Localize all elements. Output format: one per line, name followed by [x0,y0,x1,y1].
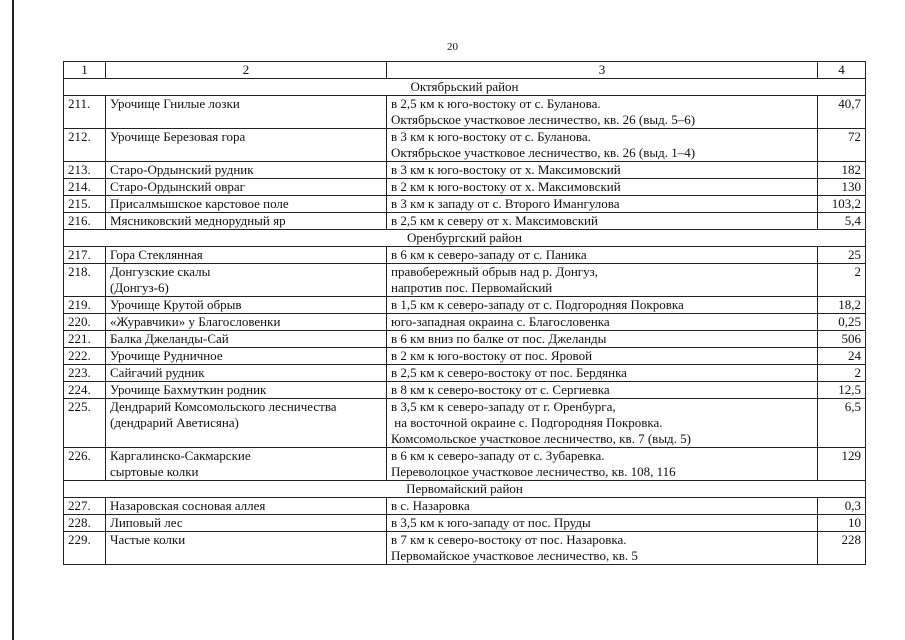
location-line: в 2,5 км к северо-востоку от пос. Бердянка [391,365,627,380]
column-header-3: 3 [387,62,818,79]
area-value: 6,5 [818,399,866,448]
page-number: 20 [447,41,458,53]
location-line: на восточной окраине с. Подгородняя Покровка. [391,415,663,430]
area-value: 12,5 [818,382,866,399]
table-row [64,162,866,179]
location-line: в 6 км к северо-западу от с. Зубаревка. [391,448,605,463]
table-row [64,314,866,331]
location-line: в 1,5 км к северо-западу от с. Подгородняя Покровка [391,297,684,312]
row-number: 218. [64,264,106,297]
location-line: в 2,5 км к юго-востоку от с. Буланова. [391,96,601,111]
location-line: в 2,5 км к северу от х. Максимовский [391,213,598,228]
location-line: правобережный обрыв над р. Донгуз, [391,264,599,279]
site-name-cell [106,179,387,196]
row-number: 212. [64,129,106,162]
area-value: 182 [818,162,866,179]
column-number-row [64,62,866,79]
site-name-cell [106,382,387,399]
table-row [64,297,866,314]
district-name: Октябрьский район [64,79,866,96]
location-cell [387,382,818,399]
site-name-line: Урочище Крутой обрыв [110,297,242,312]
site-name-cell [106,448,387,481]
location-cell [387,162,818,179]
table-row [64,129,866,162]
site-name-line: Дендрарий Комсомольского лесничества [110,399,337,414]
site-name-line: Назаровская сосновая аллея [110,498,266,513]
row-number: 216. [64,213,106,230]
table-row [64,532,866,565]
row-number: 220. [64,314,106,331]
location-cell [387,213,818,230]
location-line: в 2 км к юго-востоку от пос. Яровой [391,348,593,363]
site-name-cell [106,96,387,129]
table-row [64,179,866,196]
site-name-cell [106,247,387,264]
site-name-cell [106,213,387,230]
location-cell [387,247,818,264]
table-body [64,79,866,565]
area-value: 0,25 [818,314,866,331]
location-cell [387,515,818,532]
table-row [64,515,866,532]
table-row [64,213,866,230]
protected-sites-table [63,61,866,565]
table-row [64,331,866,348]
site-name-line: Старо-Ордынский рудник [110,162,254,177]
table-row [64,247,866,264]
table-row [64,498,866,515]
location-cell [387,348,818,365]
table-row [64,365,866,382]
location-line: Комсомольское участковое лесничество, кв. 7 (выд. 5) [391,431,691,446]
site-name-cell [106,532,387,565]
site-name-cell [106,314,387,331]
row-number: 226. [64,448,106,481]
location-line: напротив пос. Первомайский [391,280,553,295]
table-row [64,96,866,129]
location-line: Первомайское участковое лесничество, кв. 5 [391,548,638,563]
site-name-line: Балка Джеланды-Сай [110,331,229,346]
area-value: 2 [818,264,866,297]
district-header-row [64,481,866,498]
site-name-line: Каргалинско-Сакмарские [110,448,251,463]
site-name-line: Сайгачий рудник [110,365,205,380]
site-name-line: Мясниковский меднорудный яр [110,213,286,228]
location-line: в 3,5 км к юго-западу от пос. Пруды [391,515,591,530]
location-line: в 6 км вниз по балке от пос. Джеланды [391,331,607,346]
location-cell [387,297,818,314]
left-margin-rule [12,0,14,640]
table-row [64,264,866,297]
row-number: 225. [64,399,106,448]
location-line: в 6 км к северо-западу от с. Паника [391,247,587,262]
site-name-line: Урочище Бахмуткин родник [110,382,267,397]
site-name-line: «Журавчики» у Благословенки [110,314,281,329]
area-value: 0,3 [818,498,866,515]
row-number: 229. [64,532,106,565]
area-value: 24 [818,348,866,365]
site-name-cell [106,162,387,179]
area-value: 228 [818,532,866,565]
site-name-line: Присалмышское карстовое поле [110,196,289,211]
location-line: Октябрьское участковое лесничество, кв. 26 (выд. 1–4) [391,145,696,160]
column-header-2: 2 [106,62,387,79]
row-number: 228. [64,515,106,532]
table-row [64,382,866,399]
area-value: 506 [818,331,866,348]
site-name-cell [106,196,387,213]
location-cell [387,399,818,448]
district-name: Первомайский район [64,481,866,498]
area-value: 5,4 [818,213,866,230]
area-value: 40,7 [818,96,866,129]
row-number: 221. [64,331,106,348]
area-value: 129 [818,448,866,481]
site-name-cell [106,399,387,448]
row-number: 219. [64,297,106,314]
site-name-line: сыртовые колки [110,464,199,479]
site-name-cell [106,264,387,297]
site-name-line: Липовый лес [110,515,183,530]
site-name-cell [106,498,387,515]
site-name-cell [106,515,387,532]
row-number: 215. [64,196,106,213]
location-line: Октябрьское участковое лесничество, кв. 26 (выд. 5–6) [391,112,696,127]
row-number: 214. [64,179,106,196]
location-cell [387,365,818,382]
location-cell [387,314,818,331]
location-line: в 3 км к западу от с. Второго Имангулова [391,196,620,211]
location-line: в 7 км к северо-востоку от пос. Назаровка. [391,532,627,547]
location-line: Переволоцкое участковое лесничество, кв. 108, 116 [391,464,676,479]
row-number: 217. [64,247,106,264]
location-line: в 2 км к юго-востоку от х. Максимовский [391,179,621,194]
area-value: 10 [818,515,866,532]
site-name-cell [106,129,387,162]
location-cell [387,264,818,297]
area-value: 72 [818,129,866,162]
location-cell [387,179,818,196]
table-row [64,196,866,213]
district-name: Оренбургский район [64,230,866,247]
row-number: 224. [64,382,106,399]
site-name-line: (Донгуз-6) [110,280,169,295]
row-number: 213. [64,162,106,179]
location-line: в 3 км к юго-востоку от х. Максимовский [391,162,621,177]
row-number: 227. [64,498,106,515]
location-cell [387,448,818,481]
location-line: юго-западная окраина с. Благословенка [391,314,610,329]
district-header-row [64,79,866,96]
row-number: 222. [64,348,106,365]
location-cell [387,532,818,565]
location-line: в с. Назаровка [391,498,470,513]
area-value: 2 [818,365,866,382]
site-name-cell [106,348,387,365]
location-cell [387,96,818,129]
location-cell [387,129,818,162]
area-value: 130 [818,179,866,196]
site-name-line: Урочище Гнилые лозки [110,96,240,111]
location-cell [387,196,818,213]
area-value: 25 [818,247,866,264]
site-name-cell [106,297,387,314]
table-row [64,348,866,365]
location-cell [387,498,818,515]
site-name-line: Частые колки [110,532,186,547]
row-number: 223. [64,365,106,382]
site-name-line: (дендрарий Аветисяна) [110,415,239,430]
site-name-cell [106,365,387,382]
row-number: 211. [64,96,106,129]
district-header-row [64,230,866,247]
column-header-1: 1 [64,62,106,79]
table-row [64,448,866,481]
area-value: 18,2 [818,297,866,314]
column-header-4: 4 [818,62,866,79]
site-name-line: Урочище Березовая гора [110,129,246,144]
location-line: в 8 км к северо-востоку от с. Сергиевка [391,382,610,397]
site-name-line: Донгузские скалы [110,264,211,279]
area-value: 103,2 [818,196,866,213]
site-name-line: Старо-Ордынский овраг [110,179,245,194]
site-name-cell [106,331,387,348]
location-cell [387,331,818,348]
location-line: в 3,5 км к северо-западу от г. Оренбурга, [391,399,616,414]
location-line: в 3 км к юго-востоку от с. Буланова. [391,129,591,144]
site-name-line: Урочище Рудничное [110,348,223,363]
site-name-line: Гора Стеклянная [110,247,203,262]
table-row [64,399,866,448]
